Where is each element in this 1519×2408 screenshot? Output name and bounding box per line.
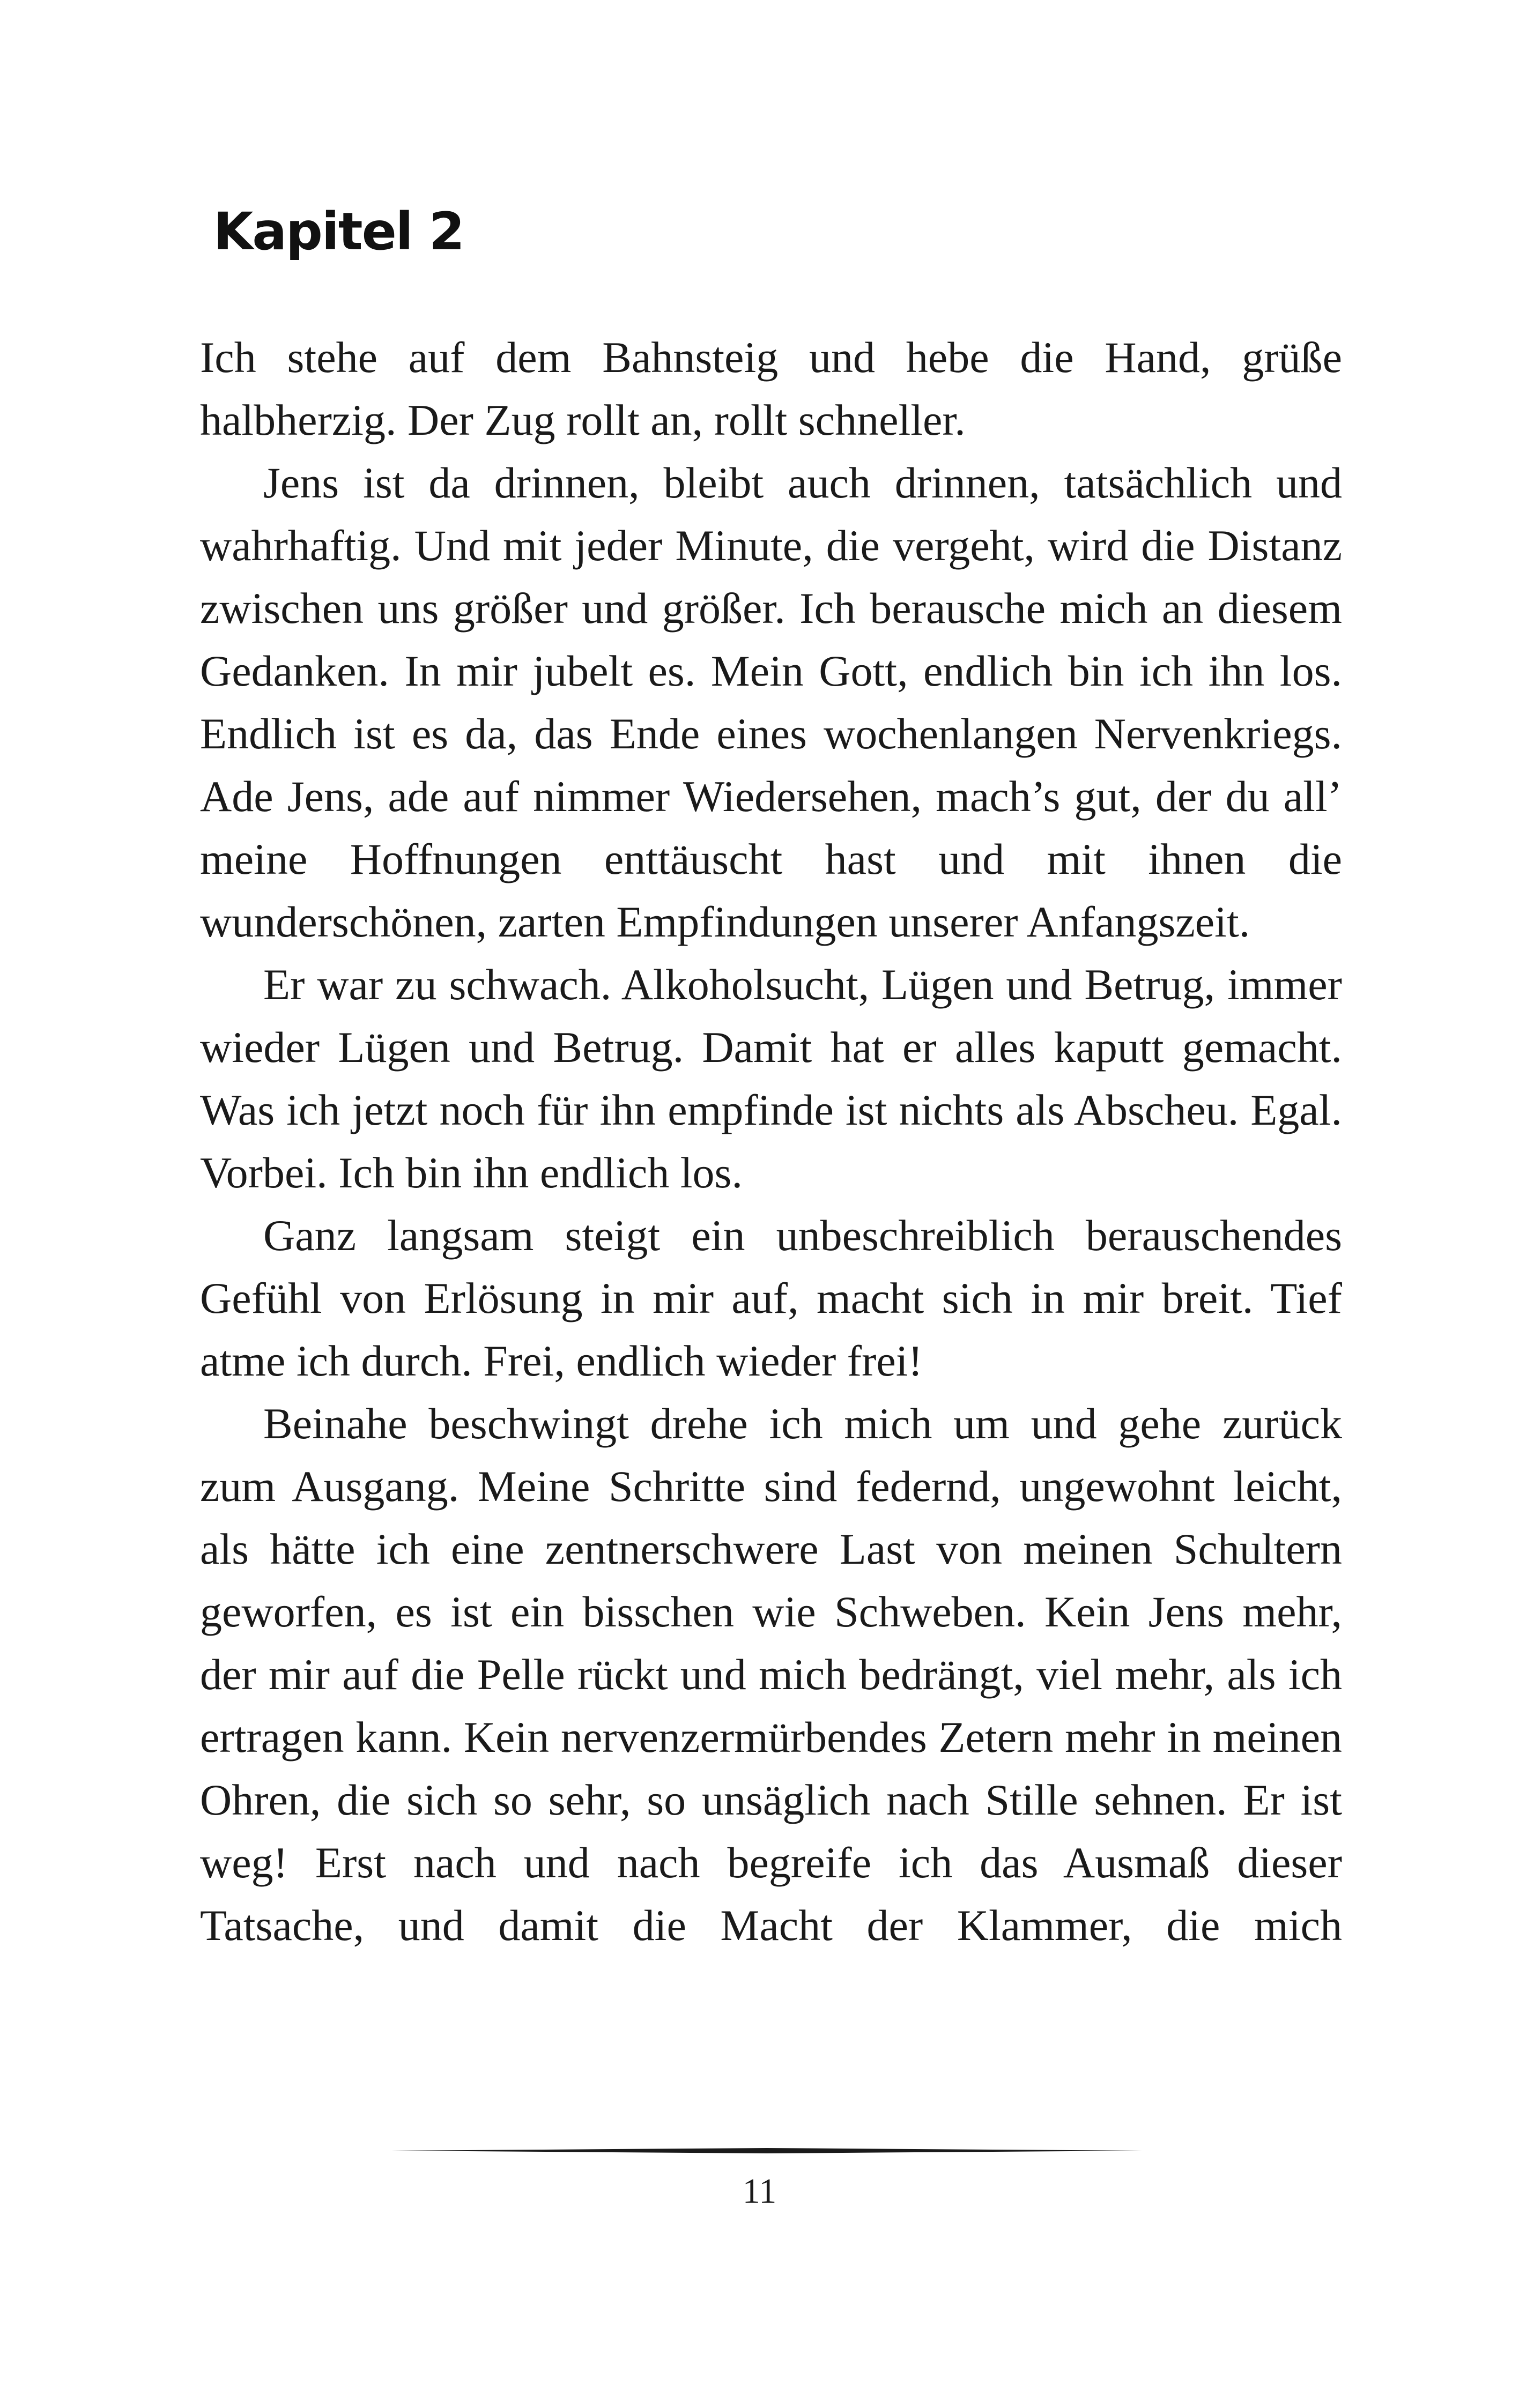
footer-divider <box>391 2147 1142 2154</box>
page-number: 11 <box>742 2172 777 2211</box>
paragraph-5: Beinahe beschwingt drehe ich mich um und gehe zurück zum Ausgang. Meine Schritte sind federnd, ungewohnt leicht, als hätte ich eine zentnerschwere Last von meinen Schultern geworfen, es ist ein bisschen wie Schweben. Kein Jens mehr, der mir auf die Pelle rückt und mich bedrängt, viel mehr, als ich ertragen kann. Kein nervenzermürbendes Zetern mehr in meinen Ohren, die sich so sehr, so unsäglich nach Stille sehnen. Er ist weg! Erst nach und nach begreife ich das Ausmaß dieser Tatsache, und damit die Macht der Klammer, die mich <box>200 1399 1342 1950</box>
paragraph-4: Ganz langsam steigt ein unbeschreiblich berauschendes Gefühl von Erlösung in mir auf, macht sich in mir breit. Tief atme ich durch. Frei, endlich wieder frei! <box>200 1211 1342 1385</box>
paragraph-2: Jens ist da drinnen, bleibt auch drinnen, tatsächlich und wahrhaftig. Und mit jeder Minute, die vergeht, wird die Distanz zwischen uns größer und größer. Ich berausche mich an diesem Gedanken. In mir jubelt es. Mein Gott, endlich bin ich ihn los. Endlich ist es da, das Ende eines wochenlangen Nervenkriegs. Ade Jens, ade auf nimmer Wiedersehen, mach’s gut, der du all’ meine Hoffnungen enttäuscht hast und mit ihnen die wunderschönen, zarten Empfindungen unserer Anfangszeit. <box>200 458 1342 946</box>
paragraph-1: Ich stehe auf dem Bahnsteig und hebe die Hand, grüße halbherzig. Der Zug rollt an, rollt schneller. <box>200 333 1342 444</box>
chapter-title: Kapitel 2 <box>213 202 464 262</box>
body-text <box>200 326 1342 1957</box>
paragraph-3: Er war zu schwach. Alkoholsucht, Lügen und Betrug, immer wieder Lügen und Betrug. Damit hat er alles kaputt gemacht. Was ich jetzt noch für ihn empfinde ist nichts als Abscheu. Egal. Vorbei. Ich bin ihn endlich los. <box>200 960 1342 1197</box>
